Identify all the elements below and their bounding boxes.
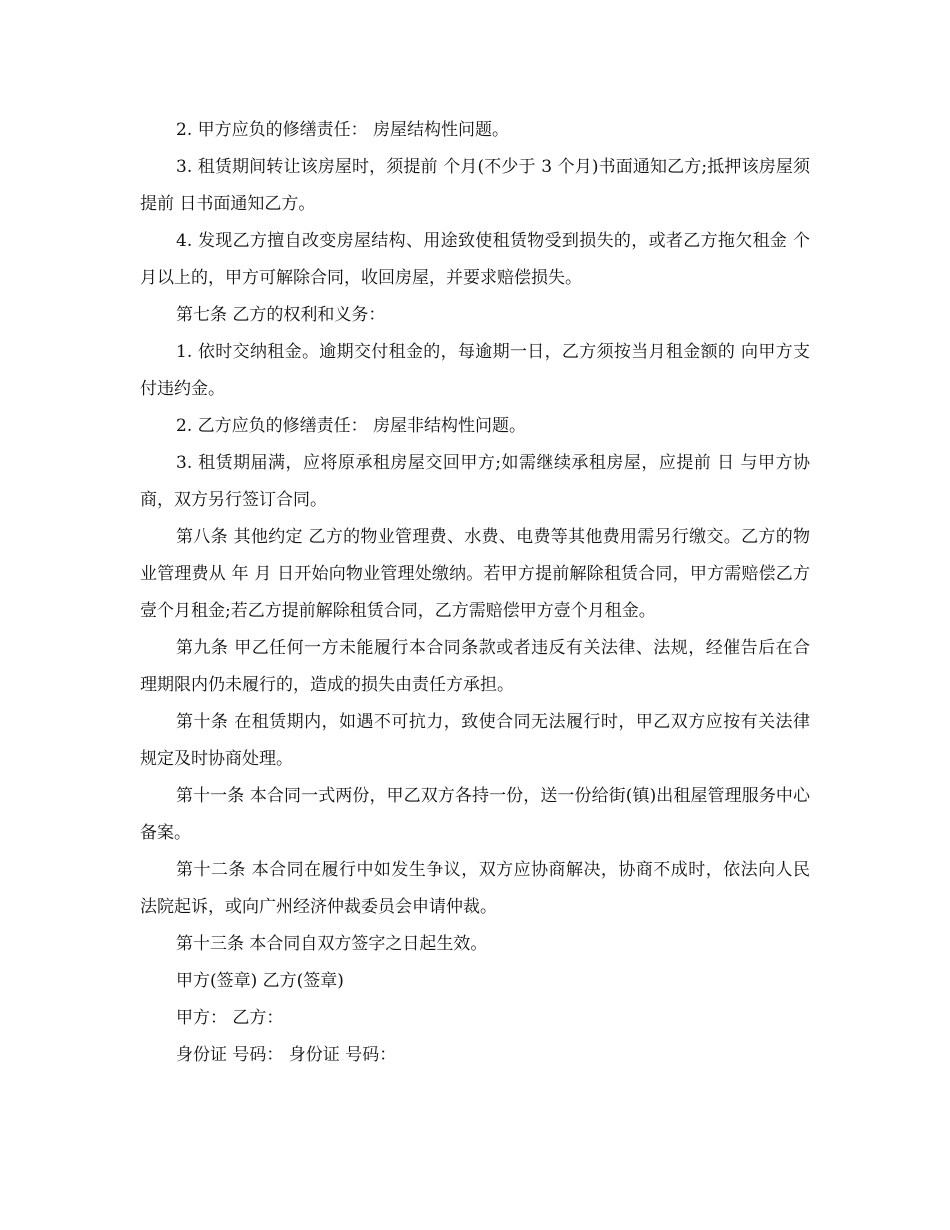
signature-line: 甲方(签章) 乙方(签章) — [176, 971, 344, 991]
contract-body — [140, 112, 810, 1074]
clause-8: 第八条 其他约定 乙方的物业管理费、水费、电费等其他费用需另行缴交。乙方的物业管理费从 年 月 日开始向物业管理处缴纳。若甲方提前解除租赁合同，甲方需赔偿乙方壹个月租金;若乙方提前解除租赁合同，乙方需赔偿甲方壹个月租金。 — [140, 527, 810, 621]
clause-12: 第十二条 本合同在履行中如发生争议，双方应协商解决，协商不成时，依法向人民法院起诉，或向广州经济仲裁委员会申请仲裁。 — [140, 860, 810, 917]
clause-11: 第十一条 本合同一式两份，甲乙双方各持一份，送一份给街(镇)出租屋管理服务中心备案。 — [140, 786, 810, 843]
id-number-line: 身份证 号码： 身份证 号码： — [176, 1045, 397, 1065]
clause-6-item-2: 2. 甲方应负的修缮责任： 房屋结构性问题。 — [176, 120, 510, 140]
clause-9: 第九条 甲乙任何一方未能履行本合同条款或者违反有关法律、法规，经催告后在合理期限内仍未履行的，造成的损失由责任方承担。 — [140, 638, 810, 695]
clause-6-item-3: 3. 租赁期间转让该房屋时，须提前 个月(不少于 3 个月)书面通知乙方;抵押该房屋须提前 日书面通知乙方。 — [140, 157, 810, 214]
clause-7-item-3: 3. 租赁期届满，应将原承租房屋交回甲方;如需继续承租房屋，应提前 日 与甲方协商，双方另行签订合同。 — [140, 453, 810, 510]
clause-13: 第十三条 本合同自双方签字之日起生效。 — [176, 934, 488, 954]
party-names-line: 甲方： 乙方： — [176, 1008, 284, 1028]
clause-7-item-1: 1. 依时交纳租金。逾期交付租金的，每逾期一日，乙方须按当月租金额的 向甲方支付违约金。 — [140, 342, 810, 399]
clause-10: 第十条 在租赁期内，如遇不可抗力，致使合同无法履行时，甲乙双方应按有关法律规定及时协商处理。 — [140, 712, 810, 769]
clause-7-item-2: 2. 乙方应负的修缮责任： 房屋非结构性问题。 — [176, 416, 527, 436]
clause-7-heading: 第七条 乙方的权利和义务： — [176, 305, 386, 325]
clause-6-item-4: 4. 发现乙方擅自改变房屋结构、用途致使租赁物受到损失的，或者乙方拖欠租金 个月以上的，甲方可解除合同，收回房屋，并要求赔偿损失。 — [140, 231, 810, 288]
